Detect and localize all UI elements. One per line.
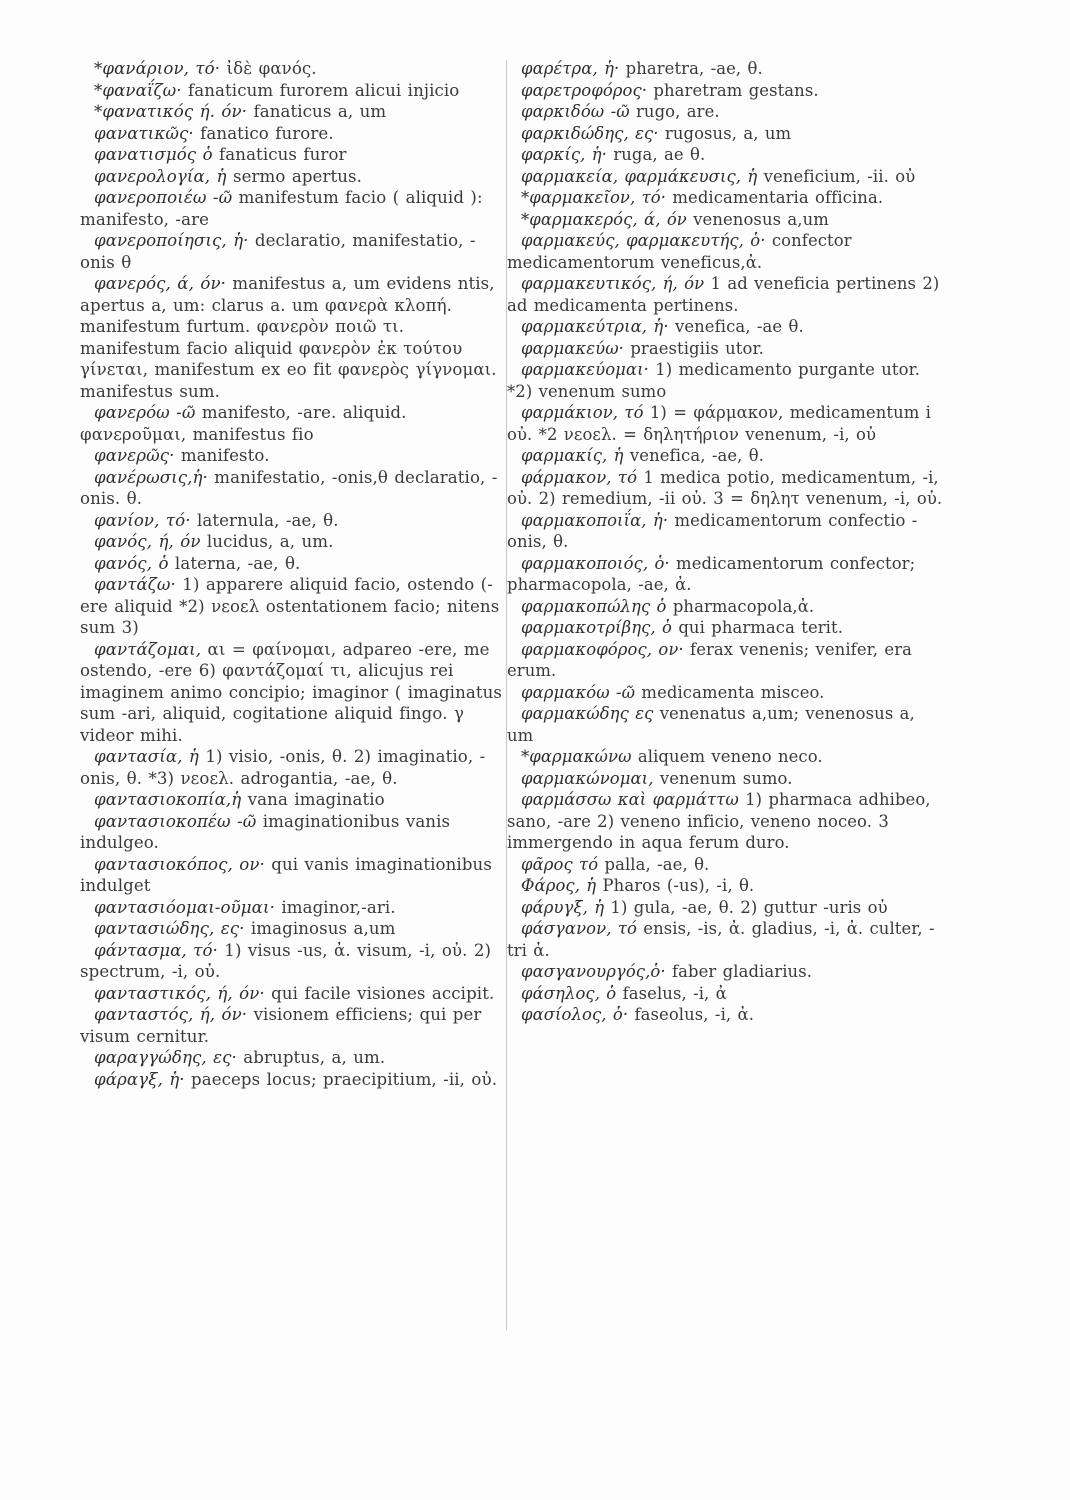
entry-text: ἰδὲ φανός.	[226, 59, 317, 78]
dictionary-entry	[507, 617, 945, 639]
dictionary-entry	[507, 187, 945, 209]
dictionary-entry	[507, 402, 945, 445]
entry-lemma: *φανατικός ή. όν·	[94, 102, 248, 121]
dictionary-entry	[507, 875, 945, 897]
dictionary-entry	[80, 1047, 504, 1069]
dictionary-entry	[80, 467, 504, 510]
entry-text: venenatus a,um; venenosus a, um	[507, 704, 915, 745]
entry-lemma: φᾶρος τό	[521, 854, 599, 874]
dictionary-entry	[80, 983, 504, 1005]
entry-lemma: φανερῶς·	[94, 446, 175, 465]
dictionary-entry	[507, 897, 945, 919]
entry-lemma: φαντάζω·	[94, 575, 176, 594]
dictionary-entry	[80, 402, 504, 445]
entry-lemma: φαρμακώδης ες	[521, 704, 654, 723]
entry-lemma: φάντασμα, τό·	[94, 940, 218, 960]
entry-text: faselus, -i, ἀ	[622, 983, 727, 1003]
entry-text: fanaticus furor	[219, 145, 347, 164]
dictionary-entry	[507, 703, 945, 746]
entry-text: confector medicamentorum veneficus,ἀ.	[507, 231, 852, 272]
dictionary-entry	[507, 983, 945, 1005]
entry-lemma: φάσηλος, ὁ	[521, 983, 617, 1003]
entry-text: abruptus, a, um.	[243, 1048, 386, 1067]
entry-text: visionem efficiens; qui per visum cernitur.	[80, 1005, 482, 1046]
entry-lemma: φαρετροφόρος·	[521, 80, 648, 100]
entry-lemma: φαρμάσσω καὶ φαρμάττω	[521, 790, 739, 809]
dictionary-entry	[80, 80, 504, 102]
entry-lemma: φαρμακοτρίβης, ὁ	[521, 618, 673, 637]
dictionary-entry	[507, 1004, 945, 1026]
entry-lemma: φαρέτρα, ἡ·	[521, 59, 620, 78]
dictionary-entry	[80, 273, 504, 402]
dictionary-entry	[80, 58, 504, 80]
entry-text: medicamentaria officina.	[672, 188, 884, 207]
entry-lemma: φανεροποίησις, ἡ·	[94, 231, 249, 250]
dictionary-entry	[507, 918, 945, 961]
dictionary-entry	[507, 316, 945, 338]
entry-text: paeceps locus; praecipitium, -ii, οὐ.	[190, 1069, 498, 1089]
entry-text: 1 ad veneficia pertinens 2) ad medicamenta pertinens.	[507, 274, 940, 315]
right-column	[507, 58, 945, 1026]
entry-lemma: φαντασιοκόπος, ον·	[94, 854, 265, 874]
dictionary-entry	[80, 940, 504, 983]
dictionary-entry	[507, 123, 945, 145]
entry-lemma: φαρμακοποιΐα, ἡ·	[521, 510, 669, 530]
entry-lemma: φαρμάκιον, τό	[521, 403, 644, 422]
left-column	[80, 58, 504, 1090]
entry-text: 1) visus -us, ἀ. visum, -i, οὐ. 2) spectrum, -i, οὐ.	[80, 940, 492, 981]
entry-text: laterna, -ae, θ.	[174, 553, 301, 573]
entry-lemma: φαρμακεύω·	[521, 338, 624, 358]
entry-text: qui facile visiones accipit.	[271, 983, 495, 1003]
entry-lemma: φαραγγώδης, ες·	[94, 1048, 237, 1067]
entry-text: ruga, ae θ.	[613, 145, 706, 164]
entry-lemma: φανός, ή, όν	[94, 532, 201, 551]
entry-lemma: Φάρος, ἡ	[521, 876, 597, 895]
entry-text: pharmacopola,ἀ.	[672, 596, 815, 616]
entry-text: declaratio, manifestatio, -onis θ	[80, 231, 476, 272]
entry-text: venenosus a,um	[693, 209, 829, 229]
dictionary-entry	[507, 101, 945, 123]
entry-text: sermo apertus.	[232, 166, 363, 186]
entry-text: manifesto.	[180, 446, 270, 465]
entry-text: Pharos (-us), -i, θ.	[602, 876, 755, 895]
entry-text: manifestum facio ( aliquid ): manifesto, -are	[80, 188, 483, 229]
entry-lemma: φασγανουργός,ὁ·	[521, 962, 666, 981]
entry-lemma: φαρμακοφόρος, ον·	[521, 639, 684, 659]
entry-lemma: φαρμακευτικός, ή, όν	[521, 274, 705, 293]
entry-lemma: φαρκιδώδης, ες·	[521, 123, 659, 143]
entry-lemma: φαρμακεύομαι·	[521, 360, 649, 379]
entry-text: fanaticus a, um	[253, 102, 387, 121]
entry-lemma: φανερόω -ῶ	[94, 403, 196, 422]
dictionary-entry	[507, 359, 945, 402]
dictionary-entry	[507, 553, 945, 596]
entry-text: lucidus, a, um.	[206, 532, 334, 551]
dictionary-entry	[507, 80, 945, 102]
entry-text: fanaticum furorem alicui injicio	[188, 80, 460, 100]
dictionary-entry	[507, 273, 945, 316]
entry-lemma: *φαρμακεῖον, τό·	[521, 188, 667, 207]
entry-text: veneficium, -ii. οὐ	[763, 166, 916, 186]
entry-text: 1) gula, -ae, θ. 2) guttur -uris οὐ	[610, 897, 888, 917]
entry-lemma: *φαρμακώνω	[521, 747, 632, 766]
entry-lemma: *φανάριον, τό·	[94, 59, 221, 78]
entry-text: venenum sumo.	[659, 768, 793, 788]
entry-lemma: φαντασιόομαι-οῦμαι·	[94, 897, 275, 917]
entry-text: praestigiis utor.	[630, 338, 764, 358]
entry-text: medicamenta misceo.	[641, 682, 825, 702]
entry-lemma: φανερολογία, ἡ	[94, 166, 227, 186]
dictionary-entry	[507, 789, 945, 854]
entry-lemma: φανίον, τό·	[94, 510, 191, 530]
entry-text: 1) pharmaca adhibeo, sano, -are 2) veneno inficio, veneno noceo. 3 immergendo in aqua ferum duro.	[507, 790, 931, 852]
dictionary-entry	[80, 230, 504, 273]
entry-text: imaginor,-ari.	[281, 897, 396, 917]
dictionary-entry	[507, 639, 945, 682]
entry-lemma: φαρμακοποιός, ὁ·	[521, 553, 670, 573]
entry-text: 1 medica potio, medicamentum, -i, οὐ. 2) remedium, -ii οὐ. 3 = δηλητ venenum, -i, οὐ.	[507, 467, 943, 508]
entry-text: laternula, -ae, θ.	[196, 510, 339, 530]
entry-lemma: φανέρωσις,ἡ·	[94, 467, 208, 487]
entry-text: rugosus, a, um	[664, 123, 792, 143]
entry-lemma: φαντασιοκοπέω -ῶ	[94, 811, 257, 831]
entry-text: manifestus a, um evidens ntis, apertus a, um: clarus a. um φανερὰ κλοπή. manifestum furtum. φανερὸν ποιῶ τι. manifestum facio aliquid φανερὸν ἐκ τούτου γίνεται, manifestum ex eo fit φανερὸς γίγνομαι. manifestus sum.	[80, 274, 497, 401]
dictionary-entry	[507, 209, 945, 231]
entry-text: imaginationibus vanis indulgeo.	[80, 811, 451, 852]
entry-lemma: φάραγξ, ἡ·	[94, 1069, 185, 1089]
dictionary-entry	[507, 746, 945, 768]
entry-text: imaginosus a,um	[250, 919, 396, 938]
entry-text: medicamentorum confector; pharmacopola, -ae, ἀ.	[507, 553, 916, 594]
dictionary-entry	[80, 123, 504, 145]
entry-lemma: φανταστικός, ή, όν·	[94, 983, 265, 1003]
entry-lemma: φαρμακεύτρια, ἡ·	[521, 317, 669, 336]
entry-lemma: φαρμακώνομαι,	[521, 768, 654, 788]
entry-text: faber gladiarius.	[671, 962, 813, 981]
entry-text: qui vanis imaginationibus indulget	[80, 854, 492, 895]
entry-lemma: φαντασία, ἡ	[94, 747, 199, 766]
entry-text: medicamentorum confectio -onis, θ.	[507, 510, 918, 551]
dictionary-entry	[507, 596, 945, 618]
entry-text: palla, -ae, θ.	[604, 854, 710, 874]
entry-lemma: φανταστός, ή, όν·	[94, 1005, 248, 1024]
entry-lemma: φασίολος, ὁ·	[521, 1005, 629, 1024]
entry-lemma: φανεροποιέω -ῶ	[94, 188, 233, 207]
entry-text: vana imaginatio	[247, 790, 385, 809]
entry-text: pharetram gestans.	[653, 80, 819, 100]
entry-text: venefica, -ae θ.	[674, 317, 804, 336]
entry-lemma: φαντάζομαι,	[94, 639, 202, 659]
entry-text: 1) medicamento purgante utor. *2) venenum sumo	[507, 360, 921, 401]
entry-text: faseolus, -i, ἀ.	[634, 1005, 755, 1024]
dictionary-entry	[507, 682, 945, 704]
entry-text: 1) = φάρμακον, medicamentum i οὐ. *2 νεοελ. = δηλητήριον venenum, -i, οὐ	[507, 403, 932, 444]
dictionary-entry	[80, 144, 504, 166]
entry-text: ensis, -is, ἀ. gladius, -i, ἀ. culter, -tri ἀ.	[507, 919, 935, 960]
dictionary-entry	[507, 338, 945, 360]
entry-lemma: φανατικῶς·	[94, 123, 194, 143]
dictionary-entry	[80, 639, 504, 747]
entry-text: 1) apparere aliquid facio, ostendo (-ere aliquid *2) νεοελ ostentationem facio; nitens sum 3)	[80, 575, 500, 637]
dictionary-entry	[80, 553, 504, 575]
entry-lemma: φαρμακεύς, φαρμακευτής, ὁ·	[521, 231, 766, 250]
dictionary-entry	[80, 187, 504, 230]
dictionary-entry	[80, 789, 504, 811]
dictionary-entry	[507, 854, 945, 876]
dictionary-entry	[80, 510, 504, 532]
dictionary-entry	[80, 897, 504, 919]
entry-text: rugo, are.	[635, 102, 720, 121]
entry-lemma: φανός, ὁ	[94, 553, 169, 573]
dictionary-entry	[80, 166, 504, 188]
entry-lemma: φάρυγξ, ἡ	[521, 897, 605, 917]
entry-lemma: φάρμακον, τό	[521, 467, 638, 487]
entry-lemma: φαρκιδόω -ῶ	[521, 102, 630, 121]
dictionary-entry	[80, 811, 504, 854]
entry-lemma: φανατισμός ὁ	[94, 145, 213, 164]
entry-lemma: φανερός, ά, όν·	[94, 274, 227, 293]
entry-text: αι = φαίνομαι, adpareo -ere, me ostendo, -ere 6) φαντάζομαί τι, alicujus rei imaginem animo concipio; imaginor ( imaginatus sum -ari, aliquid, cogitatione aliquid fingo. γ videor mihi.	[80, 639, 503, 745]
entry-lemma: φαρμακόω -ῶ	[521, 682, 636, 702]
entry-text: venefica, -ae, θ.	[629, 446, 765, 465]
dictionary-entry	[507, 445, 945, 467]
entry-lemma: φαντασιοκοπία,ἡ	[94, 790, 242, 809]
entry-lemma: *φαρμακερός, ά, όν	[521, 209, 687, 229]
entry-lemma: φαρμακίς, ἡ	[521, 446, 624, 465]
entry-text: fanatico furore.	[200, 123, 334, 143]
entry-text: manifestatio, -onis,θ declaratio, -onis. θ.	[80, 467, 498, 508]
dictionary-entry	[507, 166, 945, 188]
dictionary-entry	[80, 1004, 504, 1047]
dictionary-entry	[507, 510, 945, 553]
dictionary-entry	[80, 1069, 504, 1091]
entry-lemma: φαρμακεία, φαρμάκευσις, ἡ	[521, 166, 758, 186]
dictionary-entry	[507, 768, 945, 790]
dictionary-entry	[80, 101, 504, 123]
entry-lemma: φάσγανον, τό	[521, 919, 637, 938]
entry-lemma: *φαναΐζω·	[94, 80, 182, 100]
dictionary-entry	[80, 445, 504, 467]
dictionary-entry	[80, 574, 504, 639]
entry-text: 1) visio, -onis, θ. 2) imaginatio, -onis, θ. *3) νεοελ. adrogantia, -ae, θ.	[80, 747, 486, 788]
dictionary-entry	[80, 918, 504, 940]
dictionary-entry	[507, 467, 945, 510]
dictionary-entry	[507, 144, 945, 166]
dictionary-entry	[80, 531, 504, 553]
entry-text: qui pharmaca terit.	[678, 618, 844, 637]
entry-lemma: φαρμακοπώλης ὁ	[521, 596, 667, 616]
entry-text: manifesto, -are. aliquid. φανεροῦμαι, manifestus fio	[80, 403, 407, 444]
entry-text: ferax venenis; venifer, era erum.	[507, 639, 913, 680]
entry-text: aliquem veneno neco.	[637, 747, 823, 766]
entry-lemma: φαντασιώδης, ες·	[94, 919, 245, 938]
dictionary-entry	[507, 58, 945, 80]
entry-lemma: φαρκίς, ἡ·	[521, 145, 607, 164]
dictionary-entry	[507, 961, 945, 983]
dictionary-entry	[80, 854, 504, 897]
dictionary-entry	[507, 230, 945, 273]
dictionary-entry	[80, 746, 504, 789]
entry-text: pharetra, -ae, θ.	[625, 59, 763, 78]
